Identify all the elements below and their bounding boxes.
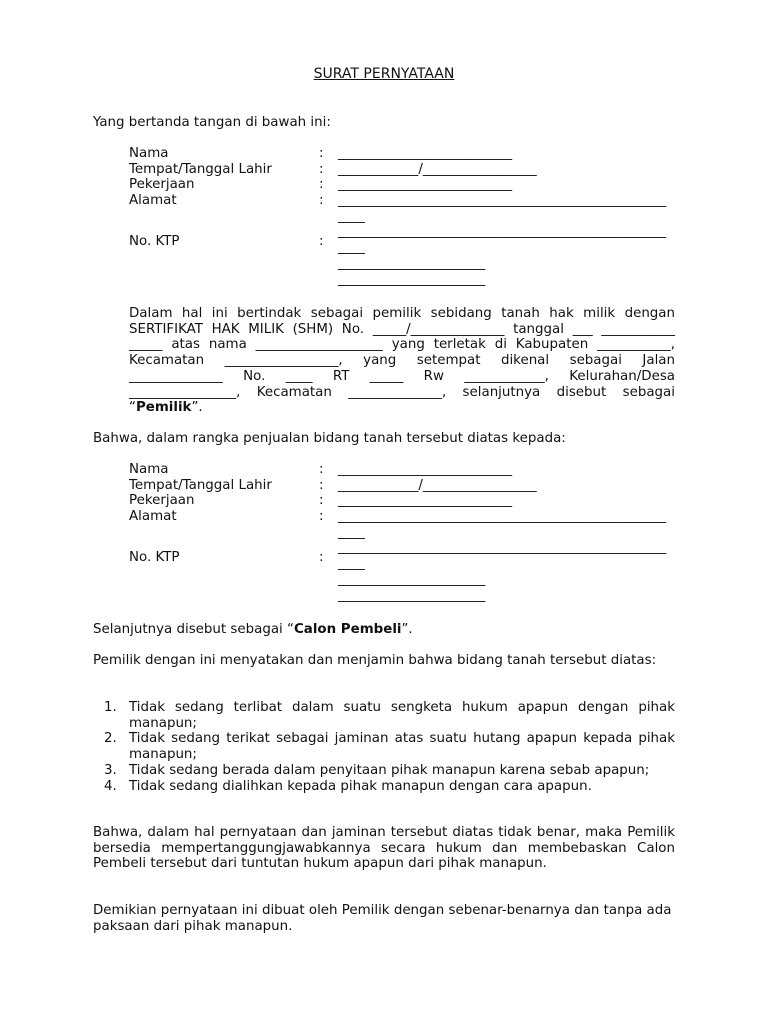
colon: : — [319, 509, 324, 525]
blank-nama: __________________________ — [338, 462, 513, 477]
blank-ktp-2: ______________________ — [338, 255, 486, 271]
blank-ktp-3: ______________________ — [338, 587, 486, 603]
blank-alamat-2: ____ — [338, 208, 365, 224]
field-alamat — [129, 193, 689, 209]
colon: : — [319, 477, 324, 493]
list-item-text: Tidak sedang berada dalam penyitaan pihak manapun karena sebab apapun; — [129, 762, 650, 778]
label-ktp: No. KTP — [129, 550, 180, 566]
field-nama — [129, 146, 689, 162]
pemilik-identity-block — [129, 146, 689, 287]
field-ktp — [129, 550, 689, 572]
list-item-number: 3. — [104, 762, 117, 778]
pemilik-paragraph-end: ”. — [191, 400, 203, 416]
colon: : — [319, 161, 324, 177]
pemilik-paragraph — [129, 306, 675, 416]
list-item-text: Tidak sedang terlibat dalam suatu sengketa hukum apapun dengan pihak manapun; — [129, 700, 675, 731]
label-pekerjaan: Pekerjaan — [129, 493, 195, 509]
blank-alamat-1: _________________________________________________ — [338, 509, 667, 525]
list-item-text: Tidak sedang terikat sebagai jaminan atas suatu hutang apapun kepada pihak manapun; — [129, 731, 675, 763]
label-ttl: Tempat/Tanggal Lahir — [129, 477, 272, 493]
demikian-text: Demikian pernyataan ini dibuat oleh Pemilik dengan sebenar-benarnya dan tanpa ada paksaan dari pihak manapun. — [93, 903, 672, 934]
blank-line — [129, 224, 689, 240]
colon: : — [319, 493, 324, 509]
list-item-number: 2. — [104, 731, 117, 747]
field-ktp — [129, 234, 689, 256]
label-alamat: Alamat — [129, 509, 177, 525]
field-pekerjaan — [129, 493, 689, 509]
list-item-number: 1. — [104, 700, 117, 715]
blank-line — [129, 540, 689, 556]
colon: : — [319, 550, 324, 566]
field-ttl — [129, 162, 689, 178]
blank-ktp-2: ______________________ — [338, 571, 486, 587]
blank-line — [129, 572, 689, 588]
colon: : — [319, 177, 324, 193]
blank-line — [129, 272, 689, 288]
blank-ktp-1: ____ — [338, 556, 365, 572]
label-alamat: Alamat — [129, 193, 177, 209]
intro-text: Yang bertanda tangan di bawah ini: — [93, 115, 331, 130]
blank-ttl: ____________/_________________ — [338, 161, 537, 177]
blank-line — [129, 256, 689, 272]
document-title: SURAT PERNYATAAN — [313, 66, 455, 82]
pemilik-term: Pemilik — [135, 400, 192, 416]
blank-nama: __________________________ — [338, 146, 513, 161]
blank-alamat-2: ____ — [338, 524, 365, 540]
label-nama: Nama — [129, 462, 169, 477]
list-item — [93, 763, 675, 779]
label-pekerjaan: Pekerjaan — [129, 177, 195, 193]
blank-alamat-3: _________________________________________________ — [338, 540, 667, 556]
pembeli-identity-block — [129, 462, 689, 603]
calon-paragraph-end: ”. — [401, 622, 413, 637]
list-item — [93, 779, 675, 795]
label-nama: Nama — [129, 146, 169, 161]
pemilik-paragraph-text: Dalam hal ini bertindak sebagai pemilik sebidang tanah hak milik dengan SERTIFIKAT HAK MILIK (SHM) No. _____/______________ tanggal ___ ___________ _____ atas nama ___________________ yang terletak di Kabupaten ___________, Kecamatan _________________, yang setempat dikenal sebagai Jalan ______________ No. ____ RT _____ Rw ____________, Kelurahan/Desa ________________, Kecamatan ______________, selanjutnya disebut sebagai “ — [129, 306, 675, 416]
guarantee-list — [93, 700, 675, 794]
blank-alamat-1: _________________________________________________ — [338, 193, 667, 209]
blank-line — [129, 209, 689, 225]
colon: : — [319, 146, 324, 161]
calon-pembeli-term: Calon Pembeli — [293, 622, 402, 637]
field-ttl — [129, 478, 689, 494]
calon-pembeli-paragraph — [93, 622, 675, 638]
colon: : — [319, 193, 324, 209]
pemilik-menyatakan-text: Pemilik dengan ini menyatakan dan menjamin bahwa bidang tanah tersebut diatas: — [93, 653, 657, 668]
list-item — [93, 731, 675, 762]
bahwa-tidak-benar-text: Bahwa, dalam hal pernyataan dan jaminan tersebut diatas tidak benar, maka Pemilik bersedia mempertanggungjawabkannya secara hukum dan membebaskan Calon Pembeli tersebut dari tuntutan hukum apapun dari pihak manapun. — [93, 825, 675, 872]
blank-ktp-3: ______________________ — [338, 271, 486, 287]
list-item-text: Tidak sedang dialihkan kepada pihak manapun dengan cara apapun. — [129, 778, 592, 794]
colon: : — [319, 462, 324, 477]
blank-line — [129, 525, 689, 541]
label-ktp: No. KTP — [129, 234, 180, 250]
label-ttl: Tempat/Tanggal Lahir — [129, 161, 272, 177]
blank-alamat-3: _________________________________________________ — [338, 224, 667, 240]
field-pekerjaan — [129, 177, 689, 193]
colon: : — [319, 234, 324, 250]
list-item-number: 4. — [104, 778, 117, 794]
blank-pekerjaan: __________________________ — [338, 493, 513, 509]
blank-ktp-1: ____ — [338, 240, 365, 256]
calon-paragraph-text: Selanjutnya disebut sebagai “ — [93, 622, 294, 637]
list-item — [93, 700, 675, 731]
field-alamat — [129, 509, 689, 525]
bahwa-intro-text: Bahwa, dalam rangka penjualan bidang tanah tersebut diatas kepada: — [93, 431, 566, 446]
field-nama — [129, 462, 689, 478]
blank-line — [129, 588, 689, 604]
blank-pekerjaan: __________________________ — [338, 177, 513, 193]
blank-ttl: ____________/_________________ — [338, 477, 537, 493]
